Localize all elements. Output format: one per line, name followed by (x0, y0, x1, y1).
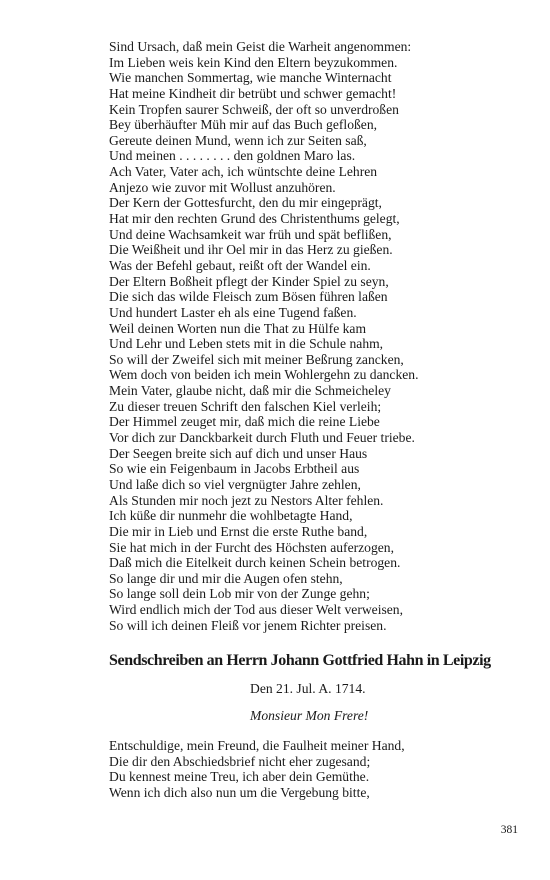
letter-dateline: Den 21. Jul. A. 1714. (250, 681, 366, 696)
poem-line: Anjezo wie zuvor mit Wollust anzuhören. (109, 179, 336, 195)
poem-line: Und hundert Laster eh als eine Tugend faßen. (109, 304, 357, 320)
letter-line: Wenn ich dich also nun um die Vergebung bitte, (109, 784, 370, 800)
poem-line: Hat mir den rechten Grund des Christenthums gelegt, (109, 211, 400, 227)
page-number: 381 (500, 824, 518, 836)
poem-line: So lange soll dein Lob mir von der Zunge gehn; (109, 586, 370, 602)
poem-line: Hat meine Kindheit dir betrübt und schwer gemacht! (109, 85, 397, 101)
poem-line: So will ich deinen Fleiß vor jenem Richter preisen. (109, 617, 387, 633)
poem-line: Ach Vater, Vater ach, ich wüntschte deine Lehren (109, 164, 378, 180)
poem-line: Wird endlich mich der Tod aus dieser Welt verweisen, (109, 602, 403, 618)
poem-line: Ich küße dir nunmehr die wohlbetagte Hand, (109, 508, 353, 524)
poem-line: Und deine Wachsamkeit war früh und spät beflißen, (109, 226, 392, 242)
poem-line: Zu dieser treuen Schrift den falschen Kiel verleih; (109, 398, 382, 414)
poem-line: Der Himmel zeuget mir, daß mich die reine Liebe (109, 414, 380, 430)
poem-line: Wie manchen Sommertag, wie manche Winternacht (109, 70, 392, 86)
letter-line: Die dir den Abschiedsbrief nicht eher zugesand; (109, 753, 371, 769)
poem-line: Und laße dich so viel vergnügter Jahre zehlen, (109, 476, 361, 492)
poem-line: Im Lieben weis kein Kind den Eltern beyzukommen. (109, 54, 398, 70)
poem-line: Was der Befehl gebaut, reißt oft der Wandel ein. (109, 257, 371, 273)
poem-line: Und meinen . . . . . . . . den goldnen Maro las. (109, 148, 356, 164)
letter-salutation: Monsieur Mon Frere! (250, 708, 369, 723)
poem-line: Gereute deinen Mund, wenn ich zur Seiten saß, (109, 132, 367, 148)
poem-line: So lange dir und mir die Augen ofen stehn, (109, 570, 343, 586)
poem-line: Der Kern der Gottesfurcht, den du mir eingeprägt, (109, 195, 382, 211)
poem-line: Kein Tropfen saurer Schweiß, der oft so unverdroßen (109, 101, 399, 117)
poem-line: Als Stunden mir noch jezt zu Nestors Alter fehlen. (109, 492, 384, 508)
poem-line: Und Lehr und Leben stets mit in die Schule nahm, (109, 336, 384, 352)
poem-line: Wem doch von beiden ich mein Wohlergehn zu dancken. (109, 367, 419, 383)
poem-line: Der Seegen breite sich auf dich und unser Haus (109, 445, 368, 461)
poem-line: Die mir in Lieb und Ernst die erste Ruthe band, (109, 523, 368, 539)
poem-line: So wie ein Feigenbaum in Jacobs Erbtheil aus (109, 461, 360, 477)
poem-block (109, 39, 519, 633)
letter-block (109, 738, 519, 801)
letter-line: Du kennest meine Treu, ich aber dein Gemüthe. (109, 769, 370, 785)
poem-line: Daß mich die Eitelkeit durch keinen Schein betrogen. (109, 555, 401, 571)
poem-line: Vor dich zur Danckbarkeit durch Fluth und Feuer triebe. (109, 430, 415, 446)
poem-line: Der Eltern Boßheit pflegt der Kinder Spiel zu seyn, (109, 273, 389, 289)
section-heading: Sendschreiben an Herrn Johann Gottfried Hahn in Leipzig (109, 652, 491, 669)
poem-line: Mein Vater, glaube nicht, daß mir die Schmeicheley (109, 383, 391, 399)
poem-line: Die Weißheit und ihr Oel mir in das Herz zu gießen. (109, 242, 393, 258)
poem-line: Die sich das wilde Fleisch zum Bösen führen laßen (109, 289, 388, 305)
poem-line: Sie hat mich in der Furcht des Höchsten auferzogen, (109, 539, 395, 555)
poem-line: Sind Ursach, daß mein Geist die Warheit angenommen: (109, 39, 412, 54)
poem-line: So will der Zweifel sich mit meiner Beßrung zancken, (109, 351, 404, 367)
poem-line: Bey überhäufter Müh mir auf das Buch gefloßen, (109, 117, 378, 133)
letter-line: Entschuldige, mein Freund, die Faulheit meiner Hand, (109, 738, 405, 753)
poem-line: Weil deinen Worten nun die That zu Hülfe kam (109, 320, 367, 336)
